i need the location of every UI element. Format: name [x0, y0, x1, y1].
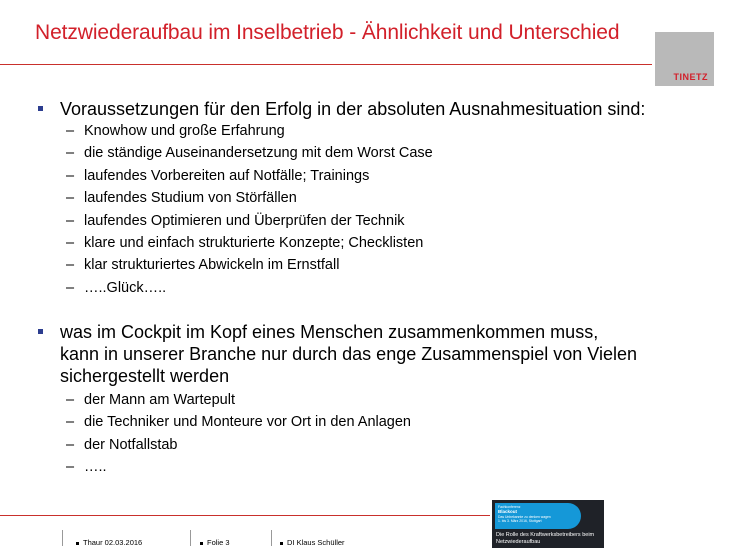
dash-icon: – [66, 257, 75, 274]
dash-icon: – [66, 123, 75, 139]
bullet-heading-1 [38, 98, 645, 120]
list-item: – die ständige Auseinandersetzung mit dem Worst Case [38, 142, 645, 164]
footer-square-icon [76, 542, 79, 545]
footer-author: DI Klaus Schüller [280, 538, 345, 547]
thumbnail-line: 1. bis 3. März 2016, Stuttgart [498, 519, 542, 524]
dash-icon: – [66, 459, 75, 476]
bullet-square-icon [38, 106, 43, 111]
list-item: – klare und einfach strukturierte Konzepte; Checklisten [38, 232, 645, 254]
bullet-heading-2 [38, 321, 637, 387]
footer-divider [190, 530, 191, 546]
company-logo [655, 32, 714, 86]
thumbnail-line: Fachkonferenz [498, 505, 521, 509]
thumbnail-line: Blackout [498, 509, 518, 515]
dash-icon: – [66, 234, 75, 251]
dash-icon: – [66, 414, 75, 431]
list-item: – laufendes Optimieren und Überprüfen der Technik [38, 210, 645, 232]
bullet-text-line: kann in unserer Branche nur durch das enge Zusammenspiel von Vielen [60, 344, 638, 364]
bullet-text: Voraussetzungen für den Erfolg in der absoluten Ausnahmesituation sind: [60, 99, 646, 119]
bullet-text-line: sichergestellt werden [60, 366, 230, 386]
dash-icon: – [66, 190, 75, 207]
list-item: – laufendes Studium von Störfällen [38, 187, 645, 209]
bullet-text-line: was im Cockpit im Kopf eines Menschen zusammenkommen muss, [60, 322, 599, 342]
footer-divider [271, 530, 272, 546]
footer-divider [62, 530, 63, 546]
section-2 [38, 321, 637, 479]
list-item: – der Mann am Wartepult [38, 389, 637, 411]
list-item: – klar strukturiertes Abwickeln im Ernstfall [38, 254, 645, 276]
bullet-square-icon [38, 329, 43, 334]
footer-location-date: Thaur 02.03.2016 [76, 538, 142, 547]
footer-slide-number: Folie 3 [200, 538, 230, 547]
list-item: – die Techniker und Monteure vor Ort in den Anlagen [38, 411, 637, 433]
dash-icon: – [66, 212, 75, 229]
dash-icon: – [66, 167, 75, 184]
footer-rule [0, 515, 490, 516]
dash-icon: – [66, 279, 75, 296]
section-1 [38, 98, 645, 299]
list-item: – der Notfallstab [38, 434, 637, 456]
dash-icon: – [66, 436, 75, 453]
dash-icon: – [66, 145, 75, 162]
sub-list-2 [38, 389, 637, 479]
thumbnail-caption: Die Rolle des Kraftwerksbetreibers beim Netzwiederaufbau [496, 532, 595, 545]
conference-thumbnail [492, 500, 604, 548]
footer-square-icon [200, 542, 203, 545]
list-item: – laufendes Vorbereiten auf Notfälle; Trainings [38, 165, 645, 187]
list-item: – Knowhow und große Erfahrung [38, 120, 645, 142]
dash-icon: – [66, 392, 75, 408]
sub-list-1 [38, 120, 645, 299]
slide-title: Netzwiederaufbau im Inselbetrieb - Ähnlichkeit und Unterschied [35, 21, 620, 44]
title-rule [0, 64, 652, 65]
list-item: – …..Glück….. [38, 277, 645, 299]
logo-text: TINETZ [673, 72, 708, 82]
thumbnail-banner [495, 503, 581, 529]
thumbnail-line: Das Unbekannte zu denken wagen [498, 514, 551, 519]
footer-square-icon [280, 542, 283, 545]
list-item: – ….. [38, 456, 637, 478]
